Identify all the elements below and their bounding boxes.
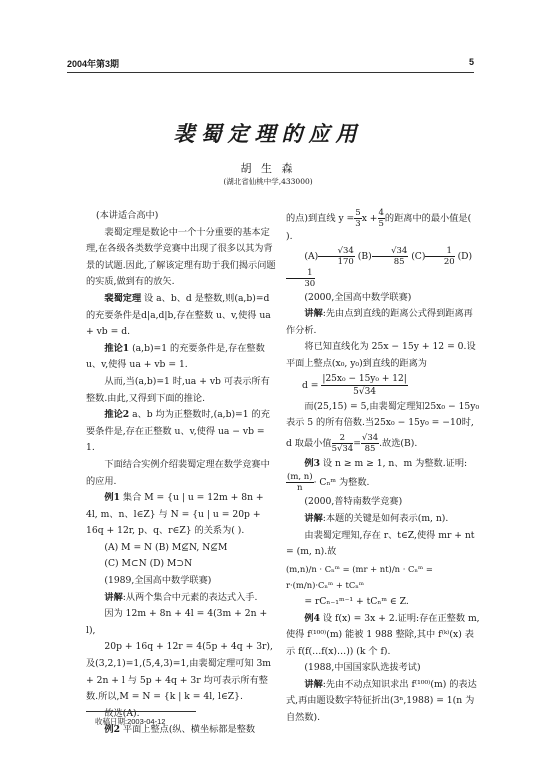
right-column	[286, 208, 480, 727]
intro-paragraph: 裴蜀定理是数论中一个十分重要的基本定理,在各级各类数学竞赛中出现了很多以其为背景的试题.因此,了解该定理有助于我们揭示问题的实质,做到有的放矢.	[86, 226, 276, 288]
example-3: 例3 设 n ≥ m ≥ 1, n、m 为整数.证明:	[304, 457, 468, 469]
example-4-source: (1988,中国国家队选拔考试)	[304, 662, 421, 674]
solution-line: 因为 12m + 8n + 4l = 4(3m + 2n + l),	[86, 608, 268, 636]
answer: 故选(A).	[104, 707, 140, 719]
example-2-cont: 的点)到直线 y = $\frac{5}{3}$ x + $\frac{4}{5}$ 的距离中的最小值是( ).	[286, 208, 472, 242]
issue-label: 2004年第3期	[67, 59, 120, 69]
solution-line: 20p + 16q + 12r = 4(5p + 4q + 3r),	[104, 641, 273, 653]
solution-line: 及(3,2,1)=1,(5,4,3)=1,由裴蜀定理可知 3m + 2n + l 与 5p + 4q + 3r 均可表示所有整数.所以,M = N = {k | k = 4l, l∈Z}.	[86, 658, 271, 703]
corollary-1-remark: 从而,当(a,b)=1 时,ua + vb 可表示所有整数.由此,又得到下面的推论.	[86, 375, 270, 404]
example-3-solution: 讲解:本题的关键是如何表示(m, n).	[304, 512, 449, 524]
theorem: 裴蜀定理 设 a、b、d 是整数,则(a,b)=d 的充要条件是d|a,d|b,存在整数 u、v,使得 ua + vb = d.	[86, 292, 271, 338]
affiliation: (湖北省仙桃中学,433000)	[223, 177, 313, 186]
solution-line: 由裴蜀定理知,存在 r、t∈Z,使得 mr + nt = (m, n).故	[286, 529, 475, 558]
footnote-rule	[86, 711, 196, 712]
author: 胡 生 森	[240, 162, 296, 175]
article-title: 裴蜀定理的应用	[173, 123, 363, 146]
transition: 下面结合实例介绍裴蜀定理在数学竞赛中的应用.	[86, 458, 270, 487]
example-1: 例1 集合 M = {u | u = 12m + 8n + 4l, m、n、l∈Z} 与 N = {u | u = 20p + 16q + 12r, p、q、r∈Z} 的关系为( ).	[86, 492, 264, 537]
example-4-solution: 讲解:先由不动点知识求出 f⁽¹⁰⁰⁾(m) 的表达式,再由题设数字特征折出(3ⁿ,1988) = 1(n 为自然数).	[286, 678, 477, 724]
example-1-options-ab: (A) M = N (B) M⊈N, N⊈M	[104, 541, 228, 553]
example-2: 例2 平面上整点(纵、横坐标都是整数	[104, 724, 256, 736]
distance-formula: d = $\frac{\text{|25x₀ − 15y₀ + 12|}}{5√34}$	[302, 373, 407, 397]
example-1-source: (1989,全国高中数学联赛)	[104, 575, 212, 587]
received-date: 收稿日期:2003-04-12	[95, 717, 166, 726]
example-3-statement: $\frac{(m, n)}{n}$ · Cₙᵐ 为整数.	[287, 472, 370, 494]
corollary-2: 推论2 a、b 均为正整数时,(a,b)=1 的充要条件是,存在正整数 u、v,使得 ua − vb = 1.	[86, 409, 270, 454]
page-number: 5	[468, 57, 474, 67]
solution-equation: (m,n)/n · Cₙᵐ = (mr + nt)/n · Cₙᵐ = r·(m/n)·Cₙᵐ + tCₙᵐ	[286, 563, 433, 591]
example-2-solution: 讲解:先由点到直线的距离公式得到距离再作分析.	[286, 308, 473, 336]
example-3-source: (2000,普特南数学竞赛)	[304, 496, 403, 508]
example-1-options-cd: (C) M⊂N (D) M⊃N	[104, 558, 193, 570]
note-audience: (本讲适合高中)	[96, 210, 159, 221]
left-column	[86, 208, 276, 739]
solution-line: 将已知直线化为 25x − 15y + 12 = 0.设平面上整点(x₀, y₀)到直线的距离为	[286, 341, 476, 369]
solution-line: 而(25,15) = 5,由裴蜀定理知25x₀ − 15y₀ 表示 5 的所有倍数.当25x₀ − 15y₀ = −10时,	[286, 400, 480, 429]
header-rule	[67, 72, 474, 73]
example-2-source: (2000,全国高中数学联赛)	[304, 291, 412, 303]
solution-equation: = rCₙ₋₁ᵐ⁻¹ + tCₙᵐ ∈ Z.	[304, 595, 409, 607]
min-distance: d 取最小值 $\frac{2}{5√34}$ = $\frac{√34}{85}$ .故选(B).	[286, 432, 418, 454]
page-header	[67, 57, 474, 71]
corollary-1: 推论1 (a,b)=1 的充要条件是,存在整数 u、v,使得 ua + vb = 1.	[86, 342, 265, 371]
example-2-options: (A) $\frac{√34}{170}$ (B) $\frac{√34}{85}$ (C) $\frac{1}{20}$ (D) $\frac{1}{30}$	[286, 246, 480, 290]
example-4: 例4 设 f(x) = 3x + 2.证明:存在正整数 m,使得 f⁽¹⁰⁰⁾(m) 能被 1 988 整除,其中 f⁽ᵏ⁾(x) 表示 f(f(…f(x)…)) (k 个 f).	[286, 612, 480, 657]
example-1-solution: 讲解:从两个集合中元素的表达式入手.	[104, 591, 258, 603]
